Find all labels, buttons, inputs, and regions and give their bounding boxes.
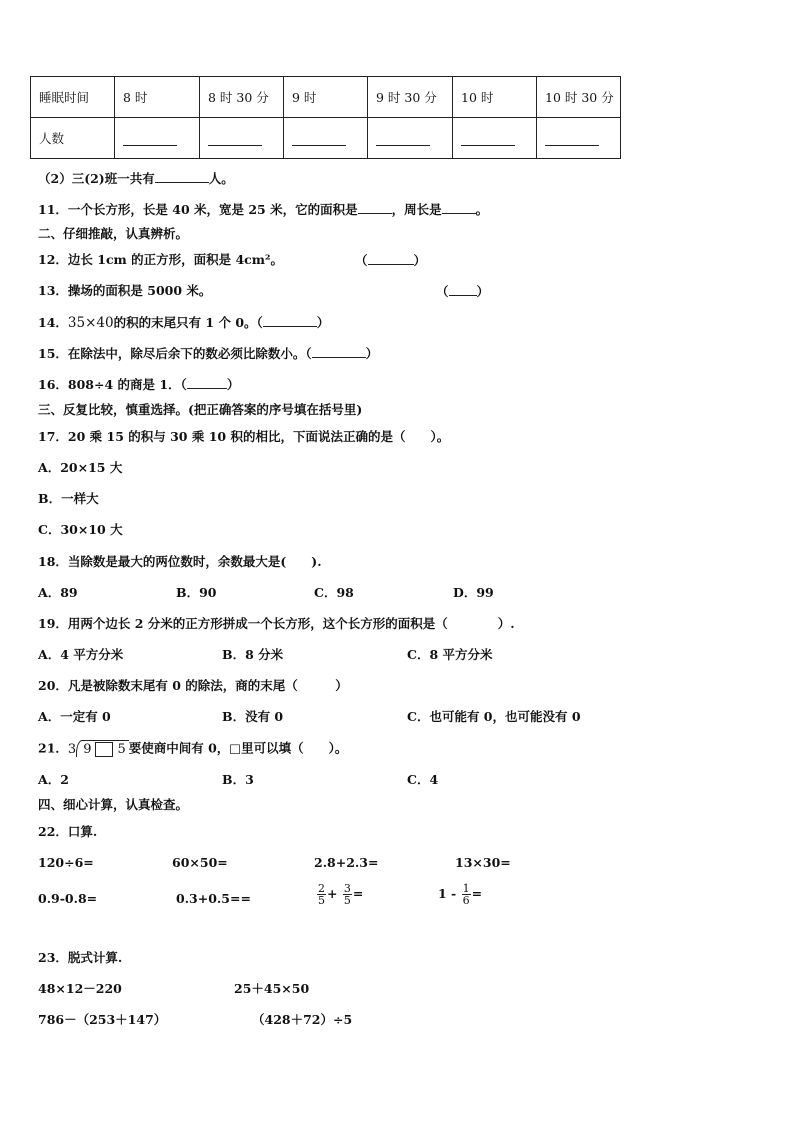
answer-blank[interactable] (449, 283, 477, 296)
oral-calc-item: 0.3+0.5== (176, 891, 251, 906)
answer-blank[interactable] (358, 201, 392, 214)
question-21-stem: 21．3 9 5 要使商中间有 0，□里可以填（ ）。 (38, 740, 348, 757)
option-b[interactable]: B．90 (176, 585, 217, 600)
oral-calc-item: 2.8+2.3= (314, 855, 379, 870)
answer-blank[interactable] (292, 131, 346, 146)
oral-calc-item: 13×30= (455, 855, 511, 870)
option-c[interactable]: C．98 (314, 585, 354, 600)
answer-blank[interactable] (263, 314, 317, 327)
answer-blank-cell[interactable] (537, 118, 621, 159)
table-cell: 10 时 (453, 77, 537, 118)
table-cell: 9 时 30 分 (368, 77, 453, 118)
question-11: 11．一个长方形，长是 40 米，宽是 25 米，它的面积是 ，周长是 。 (38, 202, 489, 217)
question-14: 14．35×40的积的末尾只有 1 个 0。（ ） (38, 315, 330, 331)
option-a[interactable]: A．20×15 大 (38, 460, 123, 475)
question-10-2: （2）三(2)班一共有 人。 (38, 171, 234, 186)
answer-blank[interactable] (442, 201, 476, 214)
table-row (31, 118, 621, 159)
option-b[interactable]: B．没有 0 (222, 709, 284, 724)
table-cell: 8 时 (115, 77, 200, 118)
section-4-heading: 四、细心计算，认真检查。 (38, 797, 189, 812)
option-a[interactable]: A．89 (38, 585, 78, 600)
question-12: 12．边长 1cm 的正方形，面积是 4cm²。 (38, 252, 283, 267)
oral-calc-item: 0.9-0.8= (38, 891, 98, 906)
oral-calc-item: 60×50= (172, 855, 228, 870)
expression-item: （428＋72）÷5 (252, 1012, 353, 1027)
option-b[interactable]: B．3 (222, 772, 254, 787)
option-c[interactable]: C．30×10 大 (38, 522, 123, 537)
question-17-stem: 17．20 乘 15 的积与 30 乘 10 积的相比，下面说法正确的是（ ）。 (38, 429, 450, 444)
answer-blank-cell[interactable] (284, 118, 368, 159)
answer-blank[interactable] (545, 131, 599, 146)
option-a[interactable]: A．4 平方分米 (38, 647, 124, 662)
option-c[interactable]: C．8 平方分米 (407, 647, 493, 662)
fraction-sum-item: $\frac{2}{5}$ + $\frac{3}{5}$ = (318, 882, 364, 907)
section-2-heading: 二、仔细推敲，认真辨析。 (38, 226, 189, 241)
answer-blank-cell[interactable] (115, 118, 200, 159)
expression-item: 786－（253＋147） (38, 1012, 167, 1027)
table-cell: 10 时 30 分 (537, 77, 621, 118)
option-a[interactable]: A．2 (38, 772, 69, 787)
answer-blank-cell[interactable] (200, 118, 284, 159)
answer-blank-cell[interactable] (368, 118, 453, 159)
table-cell: 8 时 30 分 (200, 77, 284, 118)
long-division-figure: 3 9 5 (68, 740, 129, 758)
question-13: 13．操场的面积是 5000 米。 (38, 283, 212, 298)
answer-blank[interactable] (461, 131, 515, 146)
table-cell: 睡眠时间 (31, 77, 115, 118)
option-a[interactable]: A．一定有 0 (38, 709, 111, 724)
question-22-title: 22．口算. (38, 824, 98, 839)
oral-calc-item: 120÷6= (38, 855, 94, 870)
expression-item: 25＋45×50 (234, 981, 310, 996)
answer-blank-cell[interactable] (453, 118, 537, 159)
answer-blank[interactable] (312, 345, 366, 358)
question-18-stem: 18．当除数是最大的两位数时，余数最大是( ). (38, 554, 322, 569)
fraction: $\frac{2}{5}$ (318, 882, 325, 907)
section-3-heading: 三、反复比较，慎重选择。(把正确答案的序号填在括号里) (38, 402, 363, 417)
question-16: 16．808÷4 的商是 1．（ ） (38, 377, 240, 392)
digit-box (95, 742, 113, 757)
division-bracket: 9 5 (76, 740, 129, 757)
expression-item: 48×12－220 (38, 981, 122, 996)
question-13-answer[interactable]: （ ） (436, 284, 490, 299)
fraction-diff-item: 1 - $\frac{1}{6}$ = (438, 882, 483, 907)
answer-blank[interactable] (208, 131, 262, 146)
option-b[interactable]: B．8 分米 (222, 647, 284, 662)
question-23-title: 23．脱式计算. (38, 950, 123, 965)
question-19-stem: 19．用两个边长 2 分米的正方形拼成一个长方形，这个长方形的面积是（ ）. (38, 616, 515, 631)
table-row (31, 77, 621, 118)
answer-blank[interactable] (368, 252, 414, 265)
question-15: 15．在除法中，除尽后余下的数必须比除数小。（ ） (38, 346, 379, 361)
option-b[interactable]: B．一样大 (38, 491, 99, 506)
answer-blank[interactable] (123, 131, 177, 146)
answer-blank[interactable] (376, 131, 430, 146)
answer-blank[interactable] (155, 170, 209, 183)
answer-blank[interactable] (187, 376, 227, 389)
sleep-time-table (30, 76, 621, 159)
question-20-stem: 20．凡是被除数末尾有 0 的除法，商的末尾（ ） (38, 678, 348, 693)
table-cell: 9 时 (284, 77, 368, 118)
option-c[interactable]: C．4 (407, 772, 439, 787)
fraction: $\frac{3}{5}$ (343, 882, 351, 907)
table-cell: 人数 (31, 118, 115, 159)
option-d[interactable]: D．99 (453, 585, 494, 600)
fraction: $\frac{1}{6}$ (462, 882, 470, 907)
question-12-answer[interactable]: （ ） (355, 253, 427, 268)
option-c[interactable]: C．也可能有 0，也可能没有 0 (407, 709, 581, 724)
